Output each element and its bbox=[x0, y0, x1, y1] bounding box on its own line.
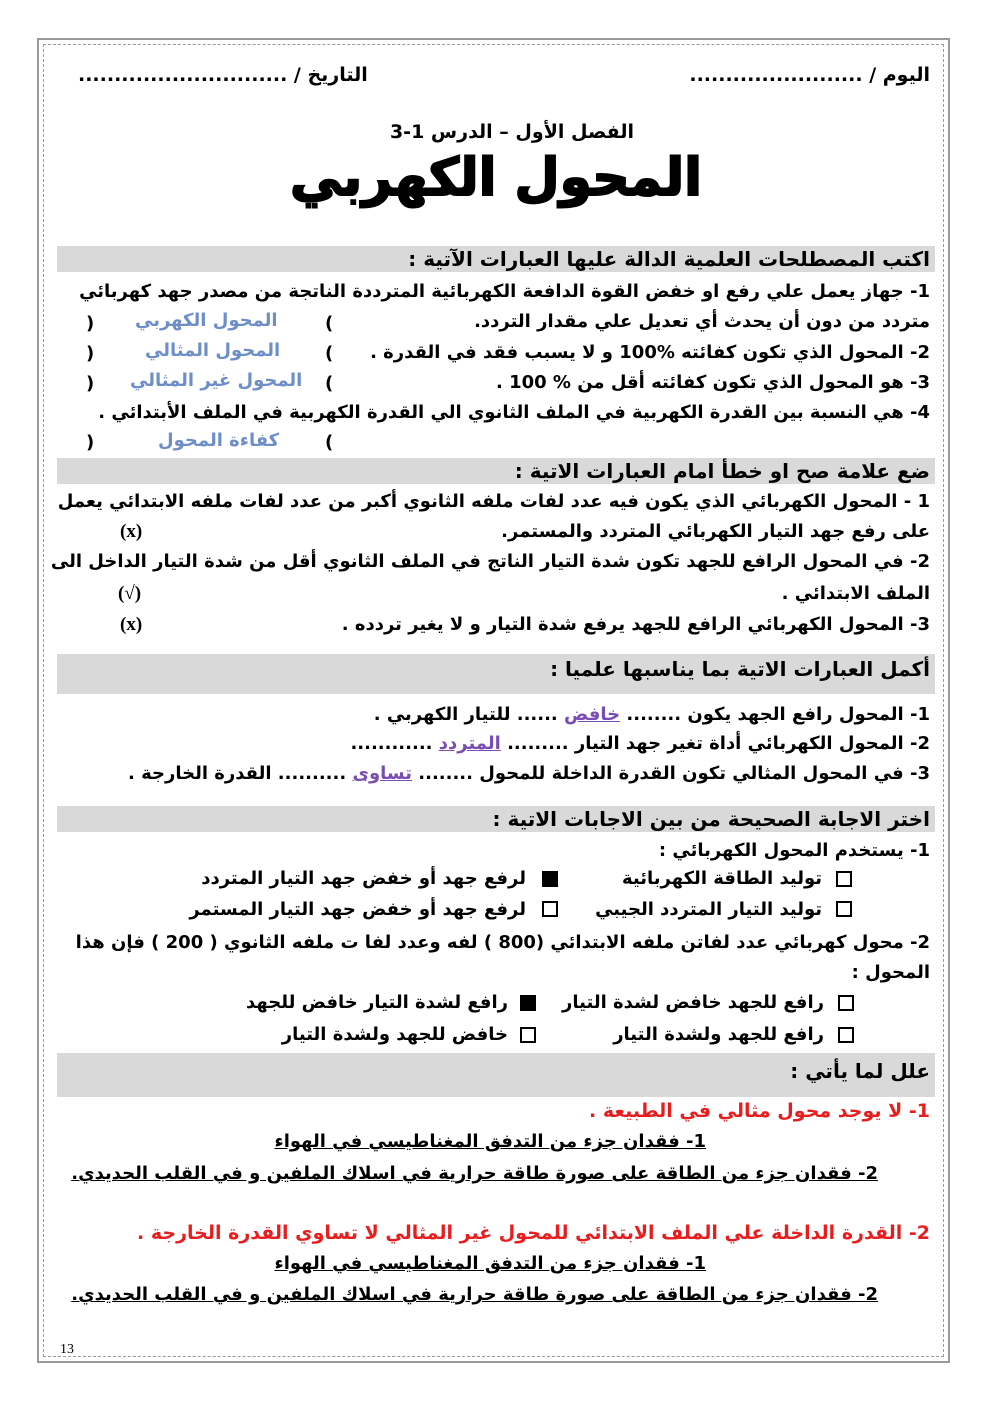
s4-q2-opt1-checkbox[interactable] bbox=[838, 995, 854, 1011]
s4-q1-opt4-label: لرفع جهد أو خفض جهد التيار المستمر bbox=[189, 899, 526, 920]
s2-q3-mark: (x) bbox=[120, 614, 143, 635]
s2-q1-line2: على رفع جهد التيار الكهربائي المتردد والمستمر. bbox=[501, 521, 930, 542]
s4-q2-opt4-label: خافض للجهد ولشدة التيار bbox=[281, 1024, 508, 1045]
s4-q1-opt1-checkbox[interactable] bbox=[836, 871, 852, 887]
s3-q2-post: ............ bbox=[350, 733, 433, 754]
section4-heading: اختر الاجابة الصحيحة من بين الاجابات الاتية : bbox=[492, 807, 930, 831]
section5-heading: علل لما يأتي : bbox=[790, 1059, 930, 1083]
s1-q4-answer: كفاءة المحول bbox=[158, 430, 280, 451]
s5-r2-reason-a: 1- فقدان جزء من التدفق المغناطيسي في الهواء bbox=[274, 1253, 706, 1274]
s1-q1-line2: متردد من دون أن يحدث أي تعديل علي مقدار التردد. bbox=[474, 311, 930, 332]
s1-q2-close-paren: ) bbox=[86, 343, 95, 364]
s4-q2-opt2-label: رافع لشدة التيار خافض للجهد bbox=[246, 992, 508, 1013]
s3-q1-answer: خافض bbox=[564, 704, 621, 725]
s4-q2-line1: 2- محول كهربائي عدد لفاتن ملفه الابتدائي (800 ) لفه وعدد لفا ت ملفه الثانوي ( 200 ) فإن هذا bbox=[75, 932, 930, 953]
s4-q2-opt3-checkbox[interactable] bbox=[838, 1027, 854, 1043]
s3-q1-post: ...... للتيار الكهربي . bbox=[373, 704, 558, 725]
section1-heading: اكتب المصطلحات العلمية الدالة عليها العبارات الآتية : bbox=[408, 247, 930, 271]
s4-q1-opt3-checkbox[interactable] bbox=[836, 901, 852, 917]
page-title: المحول الكهربي bbox=[290, 148, 702, 208]
s1-q4-open-paren: ( bbox=[325, 432, 334, 453]
page-border-inner bbox=[43, 44, 944, 1357]
s4-q2-opt4-checkbox[interactable] bbox=[520, 1027, 536, 1043]
s4-q2-opt3-label: رافع للجهد ولشدة التيار bbox=[613, 1024, 824, 1045]
s1-q3-open-paren: ( bbox=[325, 373, 334, 394]
s1-q3-close-paren: ) bbox=[86, 373, 95, 394]
s4-q2-opt1-label: رافع للجهد خافض لشدة التيار bbox=[562, 992, 824, 1013]
s4-q2-opt2-checkbox[interactable] bbox=[520, 995, 536, 1011]
s3-q1 bbox=[374, 704, 930, 726]
s3-q3-pre: 3- في المحول المثالي تكون القدرة الداخلة للمحول ........ bbox=[418, 763, 930, 784]
s1-q1-open-paren: ( bbox=[325, 313, 334, 334]
s5-r2-title: 2- القدرة الداخلة علي الملف الابتدائي للمحول غير المثالي لا تساوي القدرة الخارجة . bbox=[137, 1222, 930, 1244]
page-number: 13 bbox=[60, 1342, 74, 1357]
s4-q1-opt3-label: توليد التيار المتردد الجيبي bbox=[595, 899, 822, 920]
s4-q1-opt2-label: لرفع جهد أو خفض جهد التيار المتردد bbox=[201, 868, 526, 889]
s4-q1-opt1-label: توليد الطاقة الكهربائية bbox=[621, 868, 822, 889]
s1-q2-text: 2- المحول الذي تكون كفائته %100 و لا يسبب فقد في القدرة . bbox=[370, 342, 930, 363]
s4-q1-opt4-checkbox[interactable] bbox=[542, 901, 558, 917]
s4-q1-text: 1- يستخدم المحول الكهربائي : bbox=[658, 840, 930, 861]
day-label: اليوم / ........................ bbox=[689, 64, 930, 86]
s1-q1-answer: المحول الكهربي bbox=[135, 310, 278, 331]
s1-q1-line1: 1- جهاز يعمل علي رفع او خفض القوة الدافعة الكهربائية المترددة الناتجة من مصدر جهد كهربائي bbox=[79, 281, 930, 302]
s2-q2-mark: (√) bbox=[118, 583, 142, 604]
s4-q2-line2: المحول : bbox=[851, 962, 930, 983]
s5-r1-reason-b: 2- فقدان جزء من الطاقة على صورة طاقة حرارية في اسلاك الملفين و في القلب الحديدي. bbox=[71, 1163, 878, 1184]
s1-q1-close-paren: ) bbox=[86, 313, 95, 334]
date-label: التاريخ / ............................. bbox=[78, 64, 368, 86]
lesson-label: الفصل الأول – الدرس 1-3 bbox=[389, 121, 634, 143]
s3-q1-pre: 1- المحول رافع الجهد يكون ........ bbox=[626, 704, 930, 725]
s3-q3 bbox=[128, 763, 930, 785]
s5-r1-reason-a: 1- فقدان جزء من التدفق المغناطيسي في الهواء bbox=[274, 1131, 706, 1152]
s1-q2-open-paren: ( bbox=[325, 343, 334, 364]
s1-q3-answer: المحول غير المثالي bbox=[130, 370, 303, 391]
s1-q2-answer: المحول المثالي bbox=[145, 340, 281, 361]
s2-q1-line1: 1 - المحول الكهربائي الذي يكون فيه عدد لفات ملفه الثانوي أكبر من عدد لفات ملفه الابتدائي يعمل bbox=[57, 491, 930, 512]
s5-r1-title: 1- لا يوجد محول مثالي في الطبيعة . bbox=[589, 1100, 930, 1122]
section2-heading: ضع علامة صح او خطأ امام العبارات الاتية : bbox=[514, 459, 930, 483]
section3-heading: أكمل العبارات الاتية بما يناسبها علميا : bbox=[550, 657, 930, 681]
s3-q2-pre: 2- المحول الكهربائي أداة تغير جهد التيار ......... bbox=[507, 733, 930, 754]
s3-q3-answer: تساوى bbox=[352, 763, 412, 784]
s1-q4-text: 4- هي النسبة بين القدرة الكهربية في الملف الثانوي الي القدرة الكهربية في الملف الأبتدائي . bbox=[98, 402, 930, 423]
s2-q1-mark: (x) bbox=[120, 521, 143, 542]
s2-q2-line1: 2- في المحول الرافع للجهد تكون شدة التيار الناتج في الملف الثانوي أقل من شدة التيار الداخل الى bbox=[50, 551, 930, 572]
s3-q3-post: .......... القدرة الخارجة . bbox=[127, 763, 347, 784]
s3-q2-answer: المتردد bbox=[438, 733, 501, 754]
s1-q3-text: 3- هو المحول الذي تكون كفائته أقل من % 100 . bbox=[495, 372, 930, 393]
s4-q1-opt2-checkbox[interactable] bbox=[542, 871, 558, 887]
s2-q3-text: 3- المحول الكهربائي الرافع للجهد يرفع شدة التيار و لا يغير تردده . bbox=[341, 614, 930, 635]
s1-q4-close-paren: ) bbox=[86, 432, 95, 453]
s5-r2-reason-b: 2- فقدان جزء من الطاقة على صورة طاقة حرارية في اسلاك الملفين و في القلب الحديدي. bbox=[71, 1284, 878, 1305]
s3-q2 bbox=[350, 733, 930, 755]
s2-q2-line2: الملف الابتدائي . bbox=[781, 583, 930, 604]
